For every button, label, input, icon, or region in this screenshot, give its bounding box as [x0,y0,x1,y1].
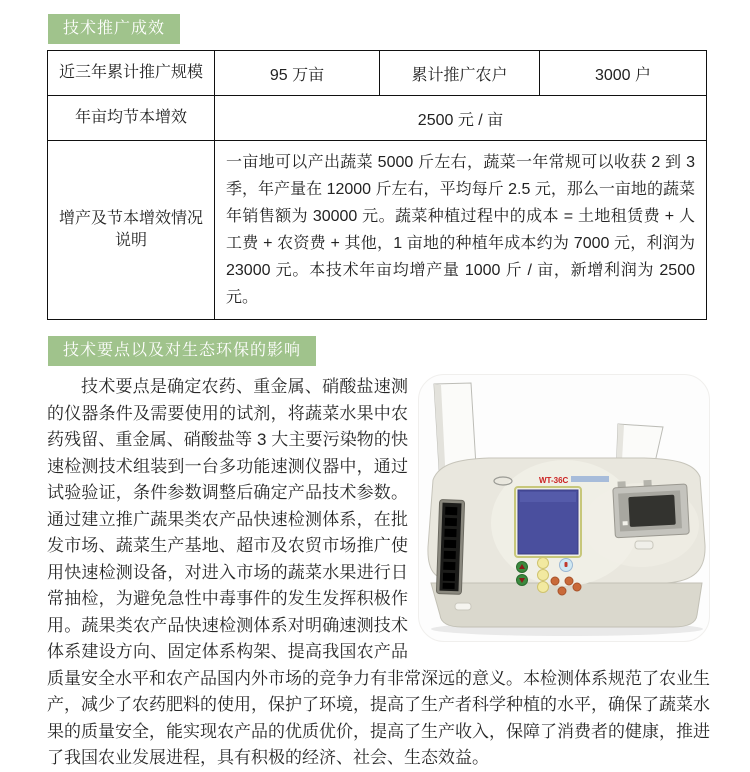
device-printer [612,478,689,538]
rapid-tester-illustration [419,375,709,641]
scale-value: 95 万亩 [215,51,380,96]
device-photo [418,374,710,642]
benefit-label: 年亩均节本增效 [48,96,215,141]
device-button-orange-4 [573,583,581,591]
section-badge-promotion: 技术推广成效 [48,14,180,44]
table-row-explain [48,141,707,320]
table-row-benefit [48,96,707,141]
device-latch-right [635,541,653,549]
device-button-orange-1 [551,577,559,585]
device-model-label: WT-36C [539,476,569,485]
device-sample-wells [436,500,464,595]
device-button-orange-3 [558,587,566,595]
explain-label: 增产及节本增效情况说明 [48,141,215,320]
keypoints-paragraph: 技术要点是确定农药、重金属、硝酸盐速测的仪器条件及需要使用的试剂，将蔬菜水果中农药残留、重金属、硝酸盐等 3 大主要污染物的快速检测技术组装到一台多功能速测仪器中，通过试验验证，条件参数调整后确定产品技术参数。通过建立推广蔬果类农产品快速检测体系，在批发市场、蔬菜生产基地、超市及农贸市场推广使用快速检测设备，对进入市场的蔬菜水果进行日常抽检，为避免急性中毒事件的发生发挥积极作用。蔬果类农产品快速检测体系对明确速测技术体系建设方向、固定体系构架、提高我国农产品质量安全水平和农产品国内外市场的竞争力有非常深远的意义。本检测体系规范了农业生产，减少了农药肥料的使用，保护了环境，提高了生产者科学种植的水平，确保了蔬菜水果的质量安全，能实现农产品的优质优价，提高了生产收入，保障了消费者的健康，推进了我国农业发展进程，具有积极的经济、社会、生态效益。 [47,377,710,767]
benefit-value: 2500 元 / 亩 [215,96,707,141]
households-label: 累计推广农户 [380,51,540,96]
explain-value: 一亩地可以产出蔬菜 5000 斤左右，蔬菜一年常规可以收获 2 到 3 季，年产量在 12000 斤左右，平均每斤 2.5 元，那么一亩地的蔬菜年销售额为 30000 元。蔬菜种植过程中的成本 = 土地租赁费 + 人工费 + 农资费 + 其他，1 亩地的种植年成本约为 7000 元，利润为 23000 元。本技术年亩均增产量 1000 斤 / 亩，新增利润为 2500 元。 [215,141,707,320]
device-button-yellow-2 [538,570,549,581]
promotion-stats-table [47,50,707,320]
device-button-yellow-1 [538,558,549,569]
section-badge-keypoints: 技术要点以及对生态环保的影响 [48,336,316,366]
device-button-orange-2 [565,577,573,585]
households-value: 3000 户 [540,51,707,96]
device-latch-left [455,603,471,610]
keypoints-body [47,374,710,772]
device-body-front [431,583,702,627]
device-name-strip [571,476,609,482]
power-icon [565,562,568,567]
scale-label: 近三年累计推广规模 [48,51,215,96]
table-row-scale [48,51,707,96]
device-button-yellow-3 [538,582,549,593]
device-lcd-glare [520,492,576,502]
